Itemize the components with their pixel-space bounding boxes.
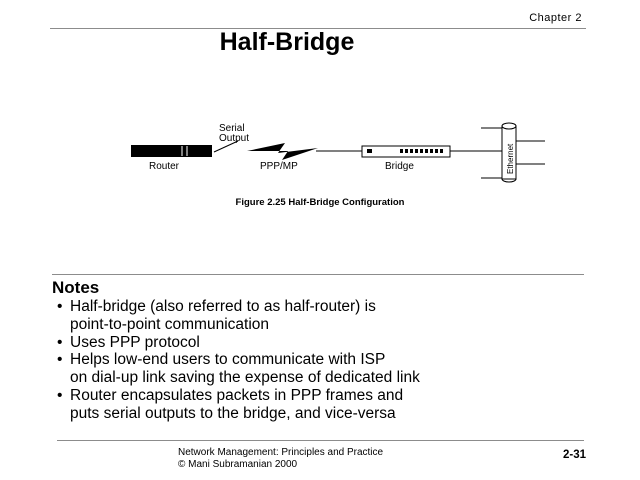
figure-caption: Figure 2.25 Half-Bridge Configuration	[235, 197, 405, 208]
router-label: Router	[149, 161, 180, 172]
list-item	[56, 298, 626, 334]
notes-list	[56, 298, 626, 423]
lightning-bolt-icon	[247, 143, 318, 160]
bridge-device	[362, 146, 450, 157]
list-item	[56, 351, 626, 387]
serial-output-label-2: Output	[219, 133, 250, 144]
bullet-icon: •	[57, 333, 63, 351]
footer-copyright: © Mani Subramanian 2000	[178, 459, 298, 470]
footer-rule	[57, 440, 584, 441]
bullet-icon: •	[57, 298, 63, 315]
bridge-label: Bridge	[385, 161, 414, 172]
page-number: 2-31	[563, 449, 587, 461]
footer-book-title: Network Management: Principles and Practice	[178, 447, 384, 458]
slide-title: Half-Bridge	[219, 28, 355, 56]
router-device	[131, 145, 212, 157]
note-line: Helps low-end users to communicate with ISP	[70, 351, 386, 369]
note-line: Router encapsulates packets in PPP frames and	[70, 386, 404, 404]
note-line: point-to-point communication	[70, 315, 270, 333]
list-item	[56, 334, 626, 352]
notes-heading: Notes	[52, 278, 100, 297]
bullet-icon: •	[57, 386, 63, 404]
note-line: puts serial outputs to the bridge, and vice-versa	[70, 404, 396, 422]
note-line: on dial-up link saving the expense of dedicated link	[70, 369, 420, 387]
half-bridge-diagram	[0, 0, 640, 200]
ethernet-label: Ethernet	[506, 143, 515, 174]
chapter-label: Chapter 2	[529, 12, 582, 24]
note-line: Uses PPP protocol	[70, 333, 200, 351]
link-label: PPP/MP	[260, 161, 298, 172]
serial-output-label-1: Serial	[219, 123, 245, 134]
list-item	[56, 387, 626, 423]
notes-rule	[52, 274, 584, 275]
footer-credits	[178, 447, 383, 471]
note-line: Half-bridge (also referred to as half-router) is	[70, 298, 376, 315]
bullet-icon: •	[57, 351, 63, 369]
